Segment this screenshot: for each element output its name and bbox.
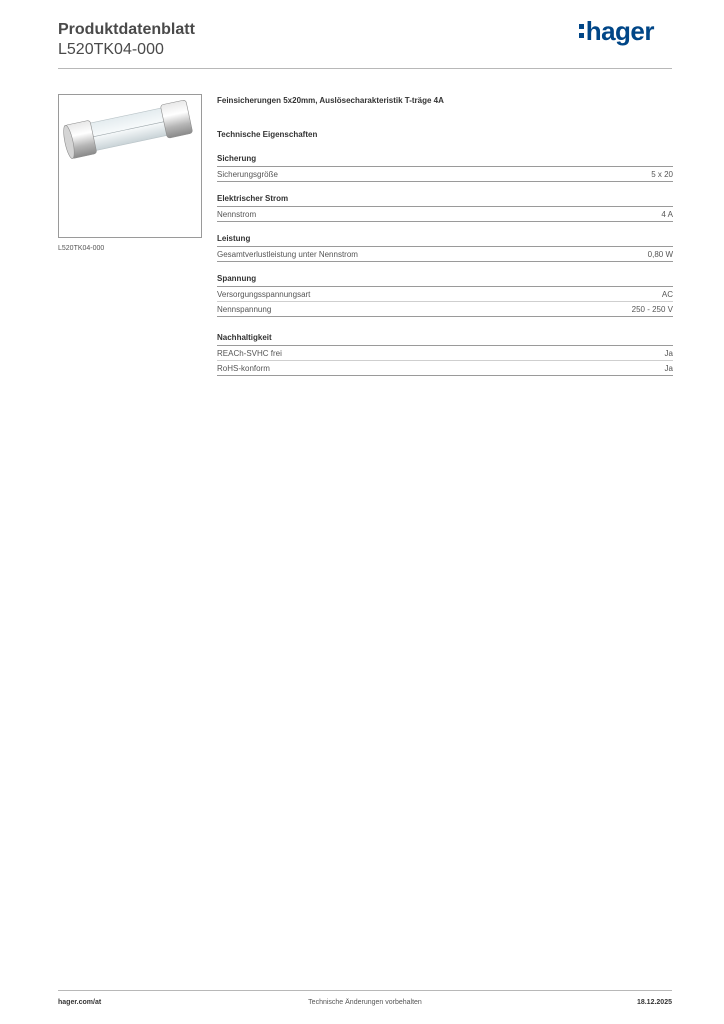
property-value: 4 A [661, 209, 673, 219]
property-label: Sicherungsgröße [217, 169, 278, 179]
section-title: Leistung [217, 234, 673, 247]
section-title: Sicherung [217, 154, 673, 167]
property-row [217, 346, 673, 361]
property-label: Nennstrom [217, 209, 257, 219]
footer-date: 18.12.2025 [636, 999, 672, 1006]
section-title: Elektrischer Strom [217, 194, 673, 207]
property-value: Ja [664, 363, 673, 373]
technical-properties-heading: Technische Eigenschaften [217, 130, 318, 139]
footer-disclaimer: Technische Änderungen vorbehalten [308, 999, 422, 1006]
fuse-image [59, 95, 201, 237]
property-row [217, 247, 673, 262]
document-title: Produktdatenblatt [58, 21, 195, 38]
property-label: Versorgungsspannungsart [217, 289, 311, 299]
property-label: Gesamtverlustleistung unter Nennstrom [217, 249, 358, 259]
property-value: AC [661, 289, 673, 299]
product-image [58, 94, 202, 238]
property-label: Nennspannung [217, 304, 272, 314]
property-value: 250 - 250 V [631, 304, 673, 314]
property-row [217, 167, 673, 182]
property-row [217, 287, 673, 302]
section-spannung [217, 274, 673, 317]
section-leistung [217, 234, 673, 262]
footer-website-link[interactable]: hager.com/at [58, 999, 102, 1006]
property-value: 5 x 20 [651, 169, 673, 179]
product-description: Feinsicherungen 5x20mm, Auslösecharakteristik T-träge 4A [217, 96, 444, 105]
property-row [217, 302, 673, 317]
product-number: L520TK04-000 [58, 41, 164, 58]
section-nachhaltigkeit [217, 333, 673, 376]
product-data [217, 96, 673, 376]
document-header [58, 20, 195, 60]
page-footer [58, 999, 672, 1009]
section-title: Nachhaltigkeit [217, 333, 673, 346]
image-caption: L520TK04-000 [58, 245, 105, 252]
property-row [217, 361, 673, 376]
logo-colon-mark [579, 24, 584, 38]
hager-logo [579, 16, 654, 46]
property-value: 0,80 W [647, 249, 673, 259]
section-title: Spannung [217, 274, 673, 287]
property-label: REACh-SVHC frei [217, 348, 282, 358]
property-row [217, 207, 673, 222]
header-divider [58, 68, 672, 69]
property-label: RoHS-konform [217, 363, 270, 373]
section-sicherung [217, 154, 673, 182]
footer-divider [58, 990, 672, 991]
section-elektrischer-strom [217, 194, 673, 222]
property-value: Ja [664, 348, 673, 358]
logo-text: hager [585, 16, 654, 46]
